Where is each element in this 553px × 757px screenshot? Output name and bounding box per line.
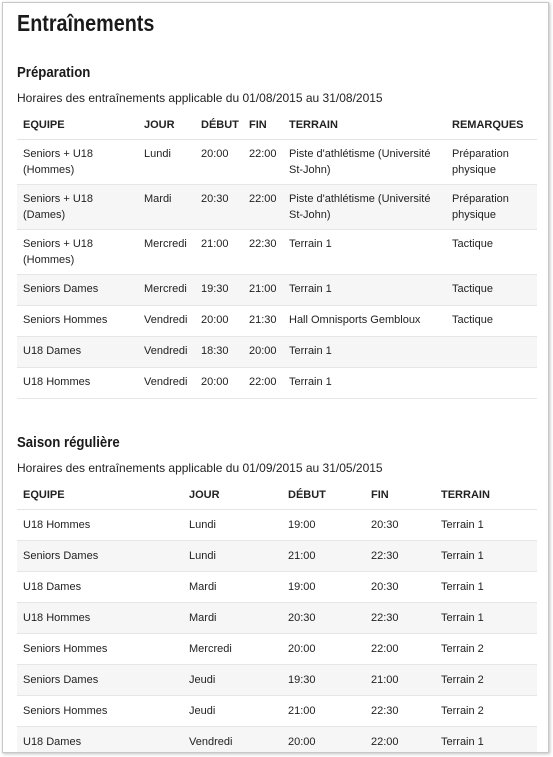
table-cell: Terrain 1 [283, 275, 446, 306]
table-cell: 20:00 [195, 368, 243, 399]
table-cell: Seniors + U18 (Hommes) [17, 230, 138, 275]
table-cell: Terrain 2 [435, 634, 537, 665]
table-cell: Préparation physique [446, 140, 537, 185]
section-caption-saison-reguliere: Horaires des entraînements applicable du 01/09/2015 au 31/05/2015 [17, 461, 383, 475]
table-cell: Seniors Dames [17, 665, 183, 696]
table-cell: Lundi [183, 510, 282, 541]
table-cell: 21:00 [195, 230, 243, 275]
table-cell [446, 337, 537, 368]
table-cell: Terrain 1 [435, 727, 537, 754]
table-row [17, 541, 537, 572]
table-cell: 19:00 [282, 572, 365, 603]
table-cell: Mardi [183, 603, 282, 634]
table-cell: Seniors Hommes [17, 634, 183, 665]
table-cell: 22:00 [365, 727, 435, 754]
column-header: DÉBUT [195, 110, 243, 140]
table-row [17, 572, 537, 603]
table-header-row [17, 110, 537, 140]
table-cell: Terrain 2 [435, 696, 537, 727]
table-cell: 22:00 [243, 140, 283, 185]
table-cell: Terrain 2 [435, 665, 537, 696]
table-cell: Terrain 1 [435, 510, 537, 541]
table-cell: Mercredi [183, 634, 282, 665]
table-cell: Préparation physique [446, 185, 537, 230]
table-row [17, 140, 537, 185]
table-cell: Piste d'athlétisme (Université St-John) [283, 185, 446, 230]
table-cell: 21:30 [243, 306, 283, 337]
schedule-table-saison-reguliere [17, 480, 537, 753]
table-cell: 22:00 [365, 634, 435, 665]
table-cell: 20:30 [365, 572, 435, 603]
table-cell: Seniors Hommes [17, 696, 183, 727]
table-cell: 20:30 [282, 603, 365, 634]
table-cell: 20:00 [195, 306, 243, 337]
table-cell: Mercredi [138, 275, 195, 306]
table-row [17, 185, 537, 230]
table-cell: 22:30 [243, 230, 283, 275]
table-cell: Mercredi [138, 230, 195, 275]
table-cell: Terrain 1 [435, 541, 537, 572]
column-header: TERRAIN [435, 480, 537, 510]
table-cell: 22:30 [365, 696, 435, 727]
table-cell: U18 Hommes [17, 510, 183, 541]
table-row [17, 337, 537, 368]
table-row [17, 665, 537, 696]
table-cell: Mardi [183, 572, 282, 603]
column-header: JOUR [183, 480, 282, 510]
table-cell: U18 Dames [17, 337, 138, 368]
table-cell: 20:00 [243, 337, 283, 368]
table-row [17, 306, 537, 337]
table-cell: 20:30 [365, 510, 435, 541]
table-cell: Terrain 1 [283, 368, 446, 399]
table-cell: Seniors + U18 (Hommes) [17, 140, 138, 185]
table-cell: 22:00 [243, 368, 283, 399]
table-cell: Lundi [183, 541, 282, 572]
table-cell: 18:30 [195, 337, 243, 368]
column-header: JOUR [138, 110, 195, 140]
table-cell [446, 368, 537, 399]
column-header: FIN [365, 480, 435, 510]
table-cell: U18 Hommes [17, 603, 183, 634]
table-cell: 19:30 [282, 665, 365, 696]
section-caption-preparation: Horaires des entraînements applicable du 01/08/2015 au 31/08/2015 [17, 91, 383, 105]
page-frame [2, 2, 549, 753]
table-cell: 20:00 [282, 727, 365, 754]
table-cell: Seniors Hommes [17, 306, 138, 337]
table-cell: Seniors Dames [17, 275, 138, 306]
table-cell: 21:00 [282, 696, 365, 727]
column-header: REMARQUES [446, 110, 537, 140]
column-header: FIN [243, 110, 283, 140]
table-cell: Terrain 1 [435, 603, 537, 634]
table-row [17, 696, 537, 727]
table-cell: 20:00 [282, 634, 365, 665]
column-header: DÉBUT [282, 480, 365, 510]
table-cell: Terrain 1 [283, 230, 446, 275]
table-cell: Piste d'athlétisme (Université St-John) [283, 140, 446, 185]
table-cell: Jeudi [183, 696, 282, 727]
table-cell: 21:00 [365, 665, 435, 696]
table-cell: Vendredi [138, 368, 195, 399]
table-row [17, 230, 537, 275]
table-row [17, 603, 537, 634]
column-header: EQUIPE [17, 480, 183, 510]
table-row [17, 727, 537, 754]
table-cell: U18 Dames [17, 572, 183, 603]
section-title-preparation: Préparation [17, 64, 91, 81]
table-cell: Vendredi [183, 727, 282, 754]
table-cell: 20:00 [195, 140, 243, 185]
table-cell: 20:30 [195, 185, 243, 230]
column-header: TERRAIN [283, 110, 446, 140]
table-header-row [17, 480, 537, 510]
table-cell: 21:00 [282, 541, 365, 572]
page-title: Entraînements [17, 10, 155, 36]
table-cell: 22:00 [243, 185, 283, 230]
table-cell: 22:30 [365, 541, 435, 572]
table-cell: Mardi [138, 185, 195, 230]
table-row [17, 275, 537, 306]
column-header: EQUIPE [17, 110, 138, 140]
table-row [17, 634, 537, 665]
table-row [17, 510, 537, 541]
table-cell: 21:00 [243, 275, 283, 306]
table-cell: Tactique [446, 275, 537, 306]
table-cell: Vendredi [138, 337, 195, 368]
table-cell: Seniors + U18 (Dames) [17, 185, 138, 230]
table-cell: U18 Dames [17, 727, 183, 754]
table-row [17, 368, 537, 399]
table-cell: Jeudi [183, 665, 282, 696]
table-cell: U18 Hommes [17, 368, 138, 399]
table-cell: Vendredi [138, 306, 195, 337]
table-cell: 19:00 [282, 510, 365, 541]
table-cell: Hall Omnisports Gembloux [283, 306, 446, 337]
table-cell: 22:30 [365, 603, 435, 634]
table-cell: Lundi [138, 140, 195, 185]
schedule-table-preparation [17, 110, 537, 399]
table-cell: Seniors Dames [17, 541, 183, 572]
section-title-saison-reguliere: Saison régulière [17, 434, 120, 451]
table-cell: Tactique [446, 230, 537, 275]
table-cell: Terrain 1 [435, 572, 537, 603]
table-cell: Tactique [446, 306, 537, 337]
table-cell: 19:30 [195, 275, 243, 306]
table-cell: Terrain 1 [283, 337, 446, 368]
